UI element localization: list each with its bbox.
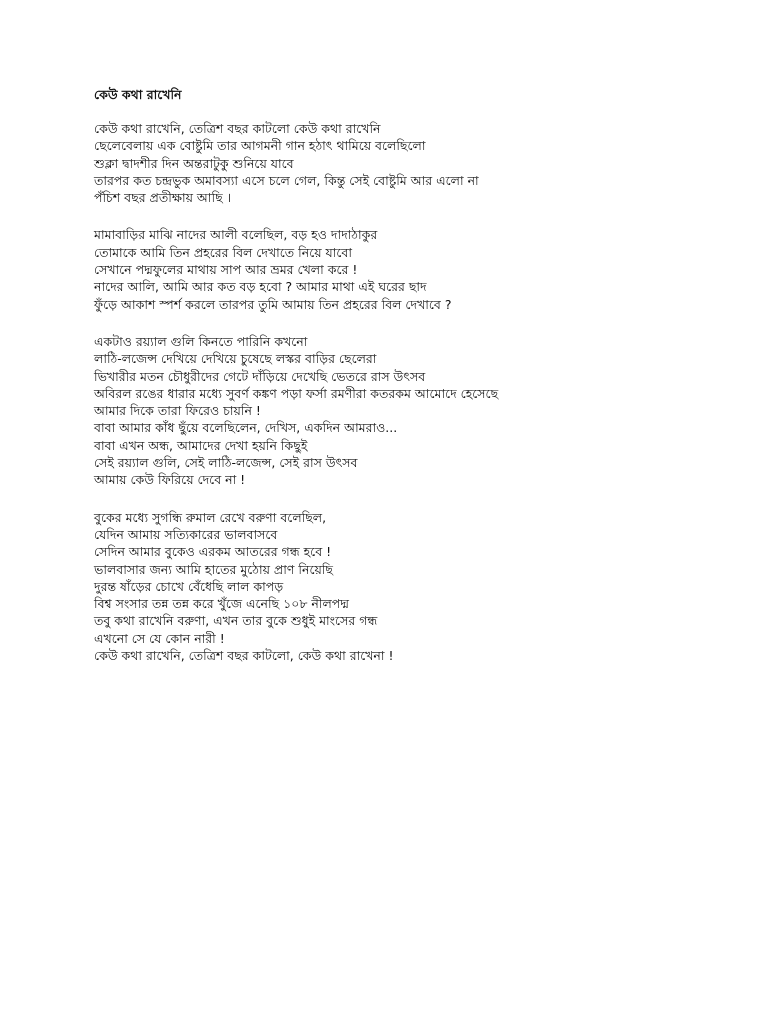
poem-line: যেদিন আমায় সত্যিকারের ভালবাসবে — [94, 526, 278, 542]
poem-line: আমার দিকে তারা ফিরেও চায়নি ! — [94, 403, 261, 419]
poem-line: লাঠি-লজেন্স দেখিয়ে দেখিয়ে চুষেছে লস্কর বাড়ির ছেলেরা — [94, 351, 377, 367]
poem-title: কেউ কথা রাখেনি — [94, 87, 182, 102]
poem-line: নাদের আলি, আমি আর কত বড় হবো ? আমার মাথা এই ঘরের ছাদ — [94, 279, 427, 295]
poem-line: ফুঁড়ে আকাশ স্পর্শ করলে তারপর তুমি আমায় তিন প্রহরের বিল দেখাবে ? — [94, 296, 452, 312]
poem-line: বুকের মধ্যে সুগন্ধি রুমাল রেখে বরুণা বলেছিল, — [94, 509, 327, 525]
poem-line: সেখানে পদ্মফুলের মাথায় সাপ আর ভ্রমর খেলা করে ! — [94, 262, 358, 278]
poem-line: তারপর কত চন্দ্রভুক অমাবস্যা এসে চলে গেল, কিন্তু সেই বোষ্টুমি আর এলো না — [94, 172, 479, 188]
poem-line: কেউ কথা রাখেনি, তেত্রিশ বছর কাটলো কেউ কথা রাখেনি — [94, 121, 381, 136]
poem-line: ভালবাসার জন্য আমি হাতের মুঠোয় প্রাণ নিয়েছি — [94, 561, 333, 577]
poem-line: ভিখারীর মতন চৌধুরীদের গেটে দাঁড়িয়ে দেখেছি ভেতরে রাস উৎসব — [94, 368, 426, 384]
stanza-1 — [94, 120, 734, 206]
poem-line: বাবা এখন অন্ধ, আমাদের দেখা হয়নি কিছুই — [94, 437, 308, 453]
poem-line: মামাবাড়ির মাঝি নাদের আলী বলেছিল, বড় হও দাদাঠাকুর — [94, 227, 378, 243]
poem-line: একটাও রয়্যাল গুলি কিনতে পারিনি কখনো — [94, 333, 308, 349]
stanza-3 — [94, 333, 734, 489]
poem-line: বিশ্ব সংসার তন্ন তন্ন করে খুঁজে এনেছি ১০৮ নীলপদ্ম — [94, 596, 349, 612]
poem-line: তবু কথা রাখেনি বরুণা, এখন তার বুকে শুধুই মাংসের গন্ধ — [94, 613, 378, 629]
poem-line: দুরন্ত ষাঁড়ের চোখে বেঁধেছি লাল কাপড় — [94, 578, 284, 594]
poem-line: তোমাকে আমি তিন প্রহরের বিল দেখাতে নিয়ে যাবো — [94, 244, 352, 260]
stanza-2 — [94, 226, 734, 312]
stanza-4 — [94, 509, 734, 665]
poem-line: বাবা আমার কাঁধ ছুঁয়ে বলেছিলেন, দেখিস, একদিন আমরাও... — [94, 420, 398, 436]
document-page — [94, 86, 734, 684]
poem-line: আমায় কেউ ফিরিয়ে দেবে না ! — [94, 472, 246, 488]
poem-line: অবিরল রঙের ধারার মধ্যে সুবর্ণ কঙ্কণ পড়া ফর্সা রমণীরা কতরকম আমোদে হেসেছে — [94, 385, 499, 401]
poem-line: সেদিন আমার বুকেও এরকম আতরের গন্ধ হবে ! — [94, 544, 332, 560]
poem-line: এখনো সে যে কোন নারী ! — [94, 630, 225, 646]
poem-line: কেউ কথা রাখেনি, তেত্রিশ বছর কাটলো, কেউ কথা রাখেনা ! — [94, 648, 394, 664]
poem-line: পঁচিশ বছর প্রতীক্ষায় আছি । — [94, 190, 232, 206]
poem-line: ছেলেবেলায় এক বোষ্টুমি তার আগমনী গান হঠাৎ থামিয়ে বলেছিলো — [94, 138, 426, 154]
poem-line: শুক্লা দ্বাদশীর দিন অন্তরাটুকু শুনিয়ে যাবে — [94, 155, 294, 171]
poem-line: সেই রয়্যাল গুলি, সেই লাঠি-লজেন্স, সেই রাস উৎসব — [94, 455, 358, 471]
